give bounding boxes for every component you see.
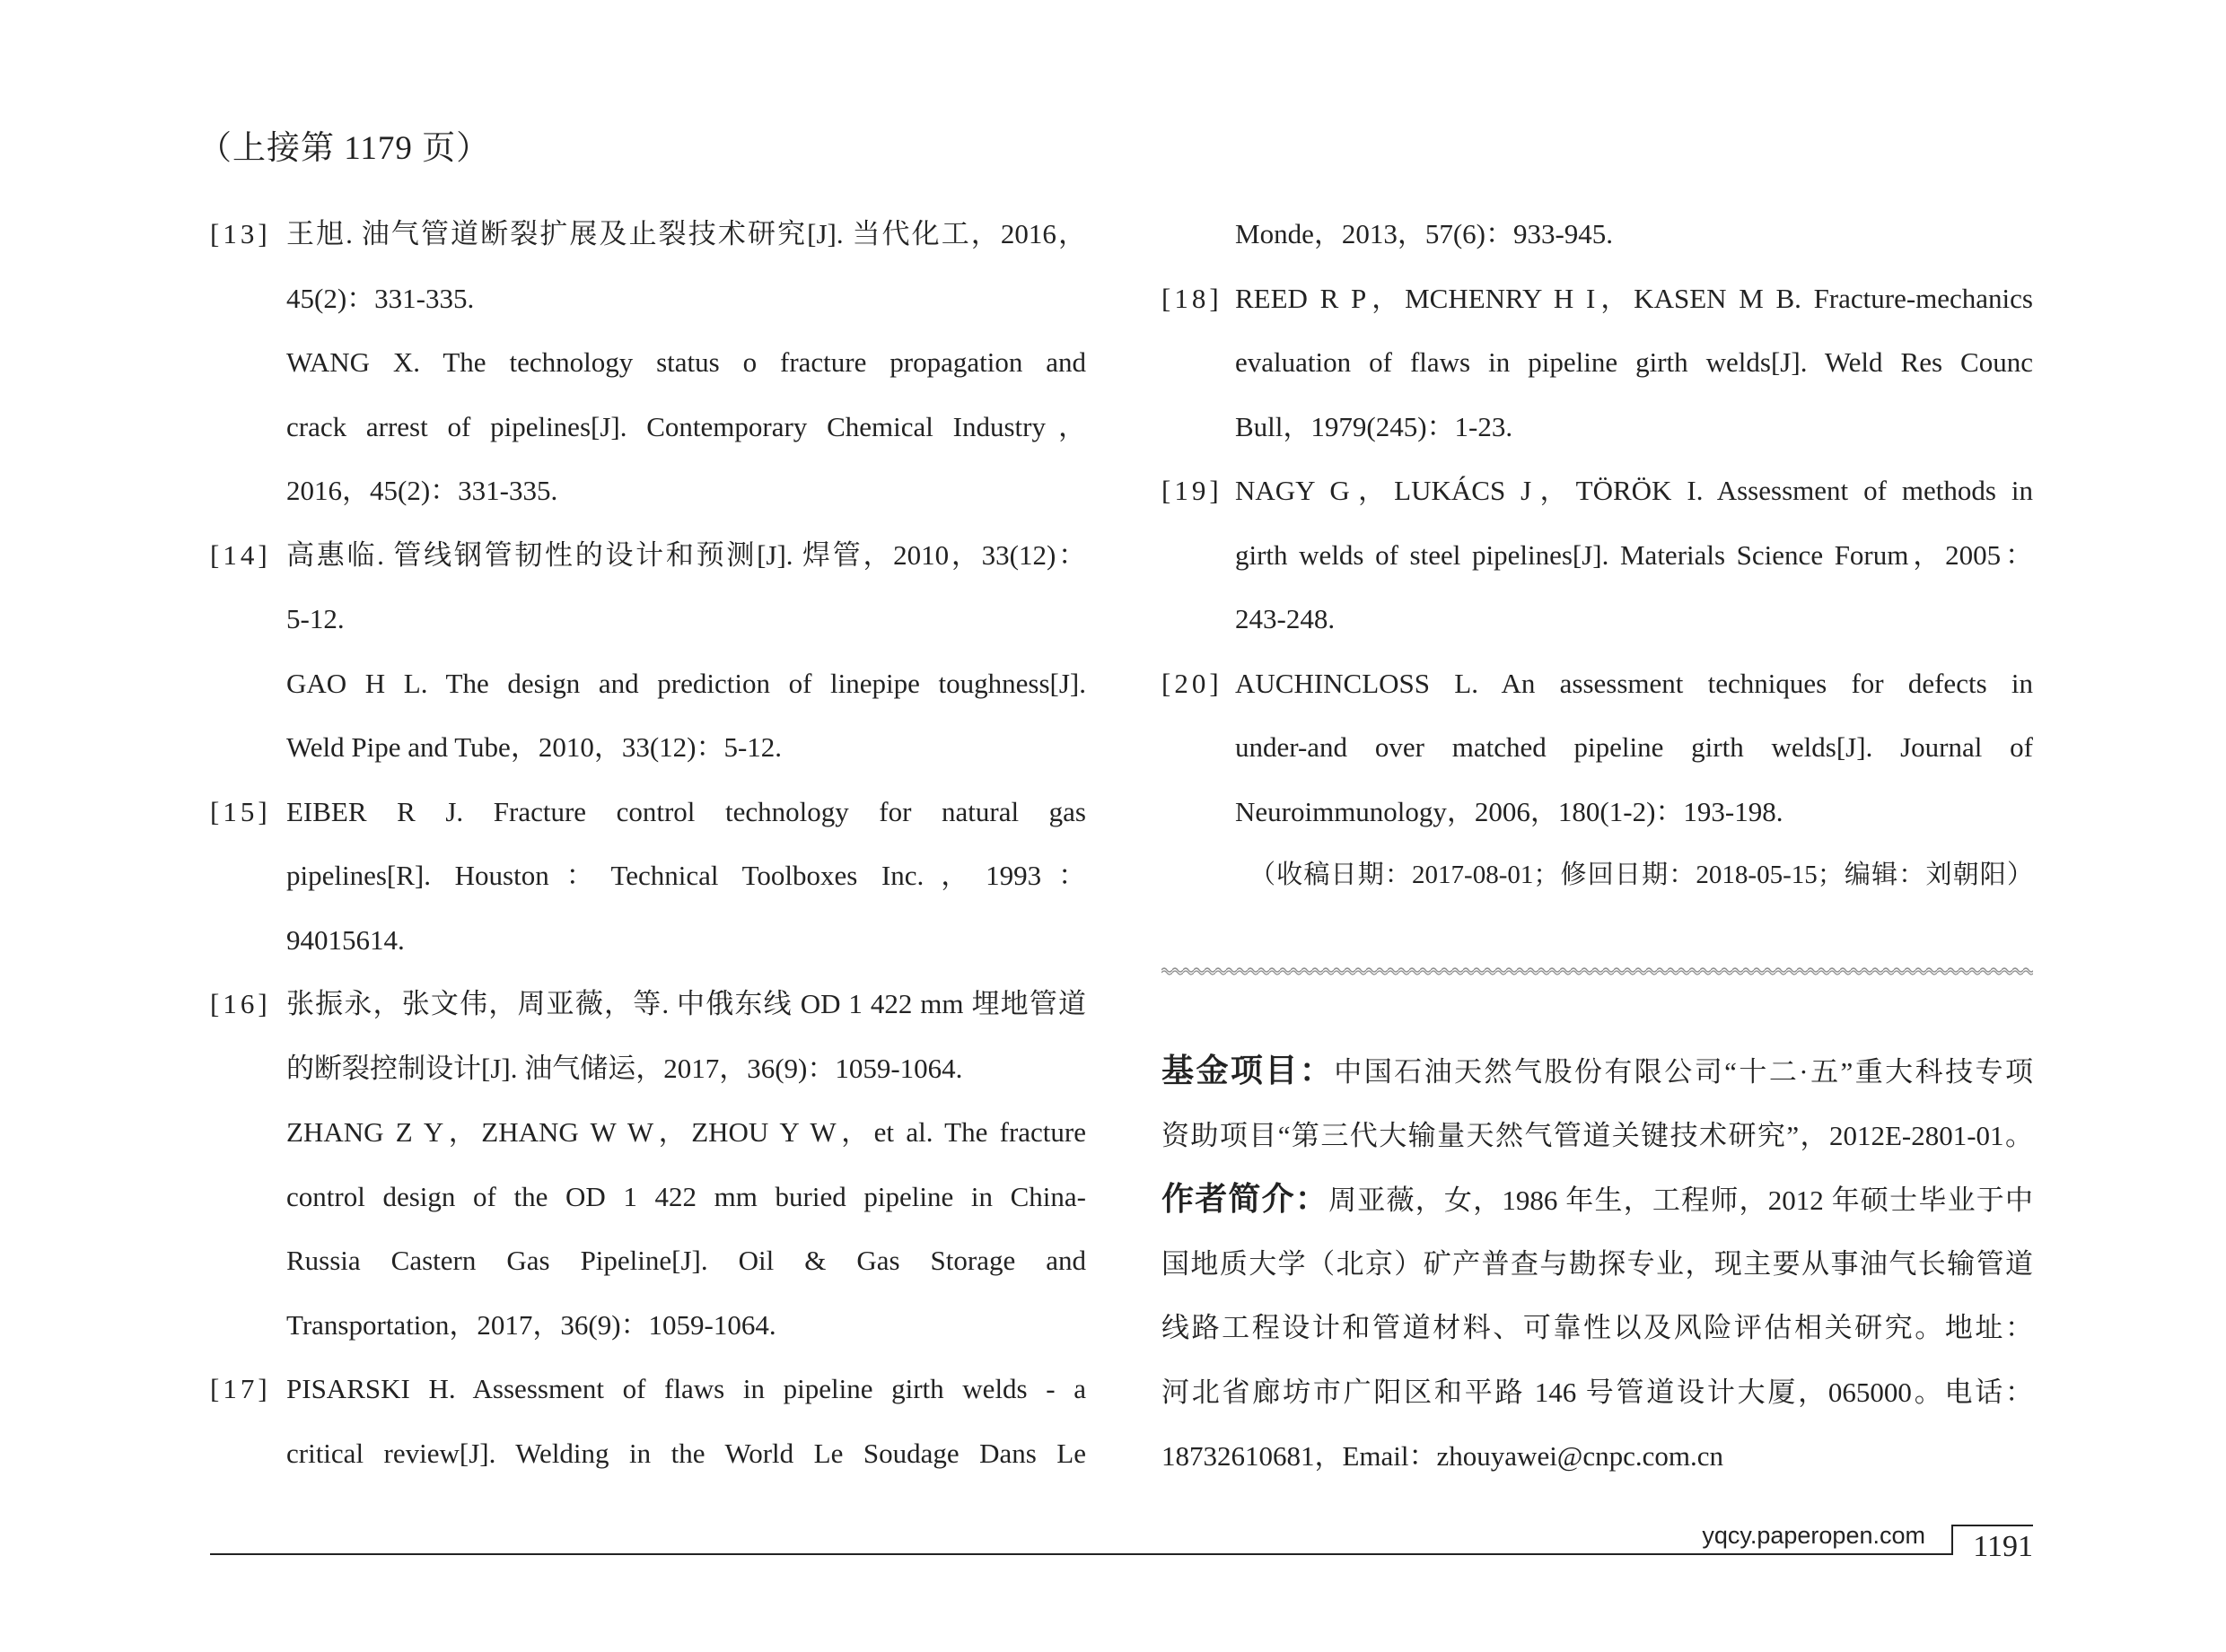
footer-rule [210, 1553, 1953, 1555]
reference-body [286, 202, 1086, 523]
author-bio-text: 周亚薇，女，1986 年生，工程师，2012 年硕士毕业于中 [1328, 1184, 2033, 1217]
reference-line: 94015614. [286, 923, 405, 956]
author-bio-line [1161, 1232, 2033, 1297]
reference-body [286, 780, 1086, 973]
reference-line: Weld Pipe and Tube，2010，33(12)：5-12. [286, 731, 783, 764]
reference-line: 45(2)：331-335. [286, 282, 475, 314]
author-bio-line [1161, 1424, 2033, 1489]
reference-line: 张振永，张文伟，周亚薇，等. 中俄东线 OD 1 422 mm 埋地管道 [286, 988, 1086, 1020]
reference-label: [18] [1161, 282, 1223, 314]
reference-line: 2016，45(2)：331-335. [286, 475, 558, 507]
reference-17-continuation [1161, 202, 2033, 267]
website-url: yqcy.paperopen.com [1702, 1522, 1925, 1549]
reference-line: critical review[J]. Welding in the World Le Soudage Dans Le [286, 1437, 1086, 1469]
reference-body [1235, 267, 2033, 459]
reference-label: [17] [210, 1373, 271, 1405]
reference-body [286, 1357, 1086, 1485]
reference-body [1235, 651, 2033, 844]
funding-heading: 基金项目： [1161, 1053, 1335, 1090]
page-number-frame-left [1951, 1525, 1953, 1555]
reference-label-spacer [1161, 202, 1235, 267]
reference-line: Bull，1979(245)：1-23. [1235, 410, 1513, 442]
reference-line: ZHANG Z Y，ZHANG W W，ZHOU Y W，et al. The fracture [286, 1116, 1086, 1149]
reference-label: [16] [210, 988, 271, 1020]
reference-line: PISARSKI H. Assessment of flaws in pipeline girth welds - a [286, 1373, 1086, 1405]
references-left-column [210, 202, 1086, 1485]
reference-body [1235, 459, 2033, 651]
author-bio-heading: 作者简介： [1161, 1181, 1329, 1219]
wavy-divider-stroke [1161, 965, 2033, 977]
author-info-section [1161, 1039, 2033, 1489]
reference-label: [19] [1161, 475, 1223, 507]
reference-15 [210, 780, 1086, 973]
received-note-row [1161, 843, 2033, 908]
reference-line: GAO H L. The design and prediction of linepipe toughness[J]. [286, 667, 1086, 699]
reference-line: pipelines[R]. Houston：Technical Toolboxes Inc.，1993： [286, 860, 1086, 892]
reference-line: NAGY G，LUKÁCS J，TÖRÖK I. Assessment of methods in [1235, 475, 2033, 507]
author-bio-text: 国地质大学（北京）矿产普查与勘探专业，现主要从事油气长输管道 [1161, 1247, 2033, 1280]
author-bio-text: 河北省廊坊市广阳区和平路 146 号管道设计大厦，065000。电话： [1161, 1376, 2033, 1408]
reference-line: crack arrest of pipelines[J]. Contemporary Chemical Industry， [286, 410, 1086, 442]
reference-line: 243-248. [1235, 603, 1336, 635]
reference-line: Neuroimmunology，2006，180(1-2)：193-198. [1235, 795, 1783, 827]
reference-label: [15] [210, 795, 271, 827]
page-number-frame-top [1951, 1525, 2033, 1526]
reference-label-spacer [1161, 843, 1235, 908]
reference-line: under-and over matched pipeline girth welds[J]. Journal of [1235, 731, 2033, 764]
reference-line: 王旭. 油气管道断裂扩展及止裂技术研究[J]. 当代化工，2016， [286, 218, 1086, 250]
reference-13 [210, 202, 1086, 523]
reference-line: 5-12. [286, 603, 345, 635]
reference-line: evaluation of flaws in pipeline girth welds[J]. Weld Res Counc [1235, 346, 2033, 379]
author-bio-line [1161, 1360, 2033, 1425]
received-note-body [1235, 843, 2033, 908]
reference-line: Transportation，2017，36(9)：1059-1064. [286, 1308, 776, 1341]
funding-line [1161, 1039, 2033, 1104]
page-number: 1191 [1973, 1530, 2033, 1563]
author-bio-line [1161, 1167, 2033, 1232]
reference-line: WANG X. The technology status o fracture propagation and [286, 346, 1086, 379]
reference-line: Russia Castern Gas Pipeline[J]. Oil & Gas Storage and [286, 1245, 1086, 1277]
reference-label: [13] [210, 218, 271, 250]
reference-17 [210, 1357, 1086, 1485]
reference-18 [1161, 267, 2033, 459]
reference-body [286, 972, 1086, 1357]
received-revised-dates: （收稿日期：2017-08-01；修回日期：2018-05-15；编辑：刘朝阳） [1249, 861, 2033, 890]
reference-line: 的断裂控制设计[J]. 油气储运，2017，36(9)：1059-1064. [286, 1052, 963, 1084]
wavy-divider [1161, 965, 2033, 977]
reference-line: EIBER R J. Fracture control technology for natural gas [286, 795, 1086, 827]
reference-body [1235, 202, 2033, 267]
funding-line [1161, 1104, 2033, 1168]
reference-line: Monde，2013，57(6)：933-945. [1235, 218, 1614, 250]
references-right-column [1161, 202, 2033, 908]
funding-text: 资助项目“第三代大输量天然气管道关键技术研究”，2012E-2801-01。 [1161, 1119, 2033, 1151]
reference-body [286, 523, 1086, 780]
author-contact-text: 18732610681，Email：zhouyawei@cnpc.com.cn [1161, 1440, 1724, 1473]
funding-text: 中国石油天然气股份有限公司“十二·五”重大科技专项 [1334, 1056, 2033, 1088]
reference-16 [210, 972, 1086, 1357]
reference-line: REED R P，MCHENRY H I，KASEN M B. Fracture-mechanics [1235, 282, 2033, 314]
reference-19 [1161, 459, 2033, 651]
reference-line: 高惠临. 管线钢管韧性的设计和预测[J]. 焊管，2010，33(12)： [286, 538, 1086, 571]
continued-from-note: （上接第 1179 页） [198, 130, 491, 167]
reference-line: girth welds of steel pipelines[J]. Materials Science Forum，2005： [1235, 538, 2033, 571]
reference-line: AUCHINCLOSS L. An assessment techniques for defects in [1235, 667, 2033, 699]
author-bio-line [1161, 1296, 2033, 1360]
author-bio-text: 线路工程设计和管道材料、可靠性以及风险评估相关研究。地址： [1161, 1312, 2033, 1344]
reference-label: [14] [210, 538, 271, 571]
reference-line: control design of the OD 1 422 mm buried pipeline in China- [286, 1180, 1086, 1212]
reference-20 [1161, 651, 2033, 844]
reference-14 [210, 523, 1086, 780]
reference-label: [20] [1161, 667, 1223, 699]
